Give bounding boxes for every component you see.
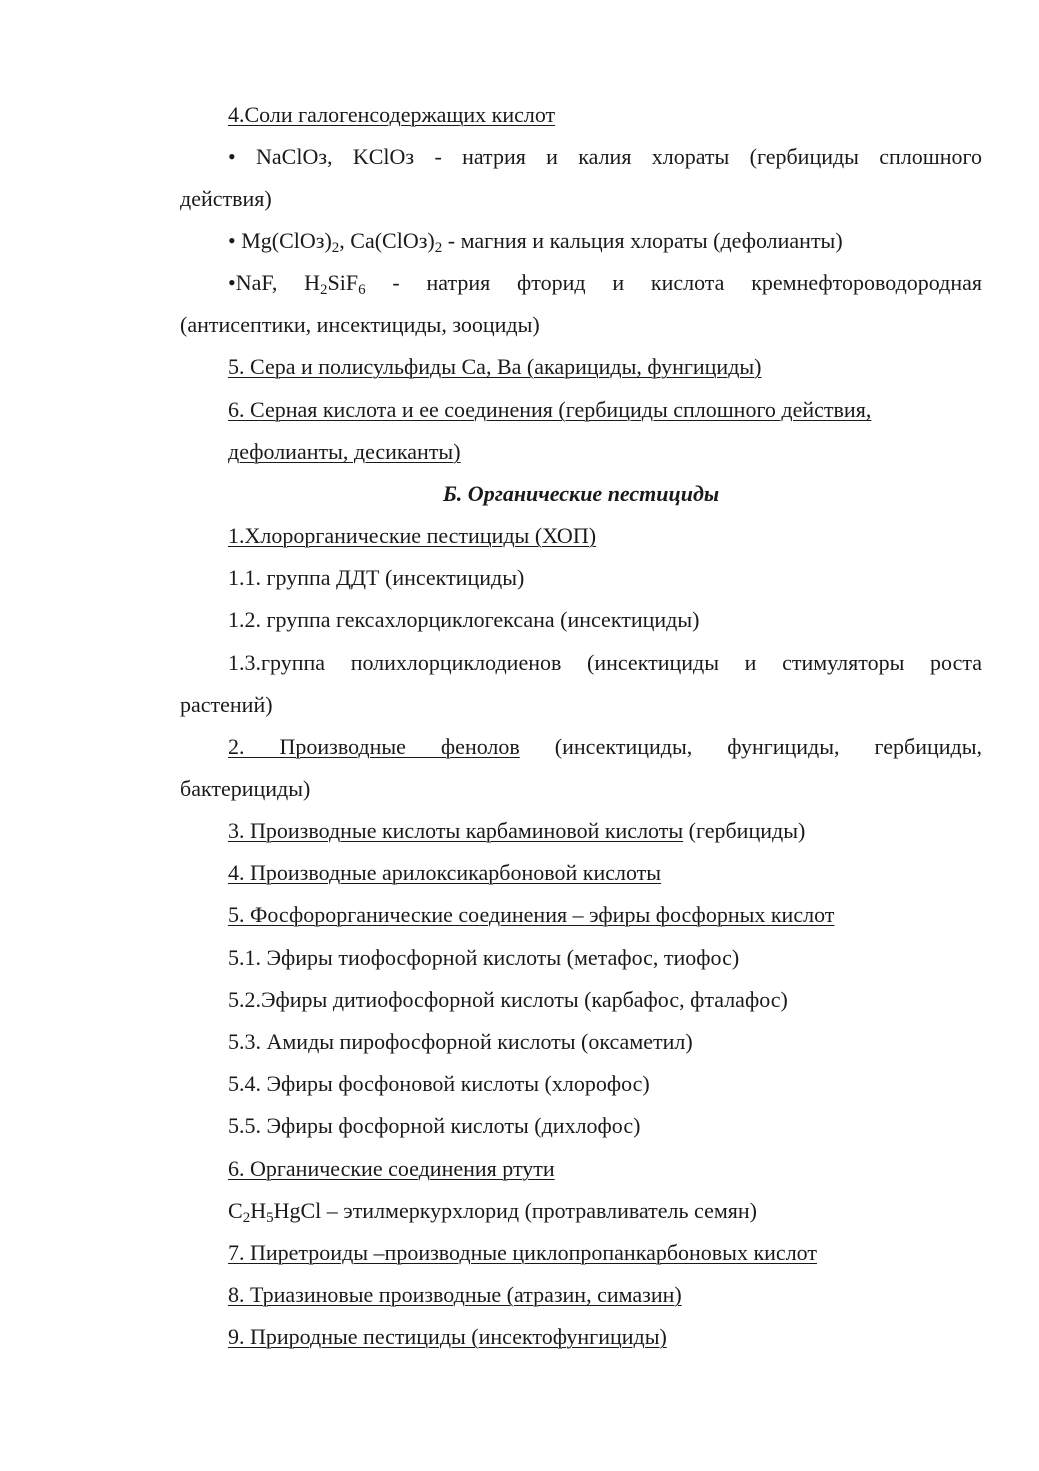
item-pyrophosphoric-amides: 5.3. Амиды пирофосфорной кислоты (оксаметил) — [228, 1029, 693, 1054]
item-ethylmercury-chloride: $C_2H_5HgCl$ – этилмеркурхлорид (протравливатель семян) — [228, 1198, 757, 1226]
heading-organophosphorus: 5. Фосфорорганические соединения – эфиры фосфорных кислот — [228, 902, 835, 927]
item-phosphoric: 5.5. Эфиры фосфорной кислоты (дихлофос) — [228, 1113, 641, 1138]
heading-mercury-compounds: 6. Органические соединения ртути — [228, 1156, 555, 1181]
heading-sulfuric-acid-cont: дефолианты, десиканты) — [228, 439, 461, 464]
item-ddt-group: 1.1. группа ДДТ (инсектициды) — [228, 565, 525, 590]
heading-aryloxycarboxylic: 4. Производные арилоксикарбоновой кислоты — [228, 860, 662, 885]
bullet-chlorates-na-k-cont: действия) — [180, 186, 272, 211]
heading-natural-pesticides: 9. Природные пестициды (инсектофунгициды) — [228, 1324, 667, 1349]
bullet-sodium-fluoride-cont: (антисептики, инсектициды, зооциды) — [180, 312, 540, 337]
item-dithiophosphoric: 5.2.Эфиры дитиофосфорной кислоты (карбафос, фталафос) — [228, 987, 788, 1012]
heading-phenol-derivatives: 2. Производные фенолов (инсектициды, фунгициды, гербициды, — [228, 734, 982, 759]
heading-halogen-acid-salts: 4.Соли галогенсодержащих кислот — [228, 102, 556, 127]
item-cyclodiene-group: 1.3.группа полихлорциклодиенов (инсектициды и стимуляторы роста — [228, 650, 982, 675]
heading-organochlorine: 1.Хлорорганические пестициды (ХОП) — [228, 523, 597, 548]
bullet-chlorates-mg-ca: • $Mg(ClOз)_2$, $Ca(ClOз)_2$ - магния и кальция хлораты (дефолианты) — [228, 228, 843, 256]
bullet-sodium-fluoride: •NaF, $H_2SiF_6$ - натрия фторид и кислота кремнефтороводородная — [228, 270, 982, 298]
heading-carbamic-acid: 3. Производные кислоты карбаминовой кислоты (гербициды) — [228, 818, 806, 843]
heading-sulfuric-acid: 6. Серная кислота и ее соединения (гербициды сплошного действия, — [228, 397, 872, 422]
section-title-organic-pesticides: Б. Органические пестициды — [442, 481, 720, 506]
heading-sulfur-polysulfides: 5. Сера и полисульфиды Ca, Ba (акарициды, фунгициды) — [228, 354, 762, 379]
heading-triazines: 8. Триазиновые производные (атразин, симазин) — [228, 1282, 682, 1307]
item-cyclodiene-group-cont: растений) — [180, 692, 273, 717]
heading-pyrethroids: 7. Пиретроиды –производные циклопропанкарбоновых кислот — [228, 1240, 817, 1265]
bullet-chlorates-na-k: • NaClOз, KClOз - натрия и калия хлораты (гербициды сплошного — [228, 144, 982, 169]
item-hch-group: 1.2. группа гексахлорциклогексана (инсектициды) — [228, 607, 700, 632]
item-thiophosphoric: 5.1. Эфиры тиофосфорной кислоты (метафос, тиофос) — [228, 945, 740, 970]
item-phosphonic: 5.4. Эфиры фосфоновой кислоты (хлорофос) — [228, 1071, 650, 1096]
heading-phenol-derivatives-cont: бактерициды) — [180, 776, 311, 801]
